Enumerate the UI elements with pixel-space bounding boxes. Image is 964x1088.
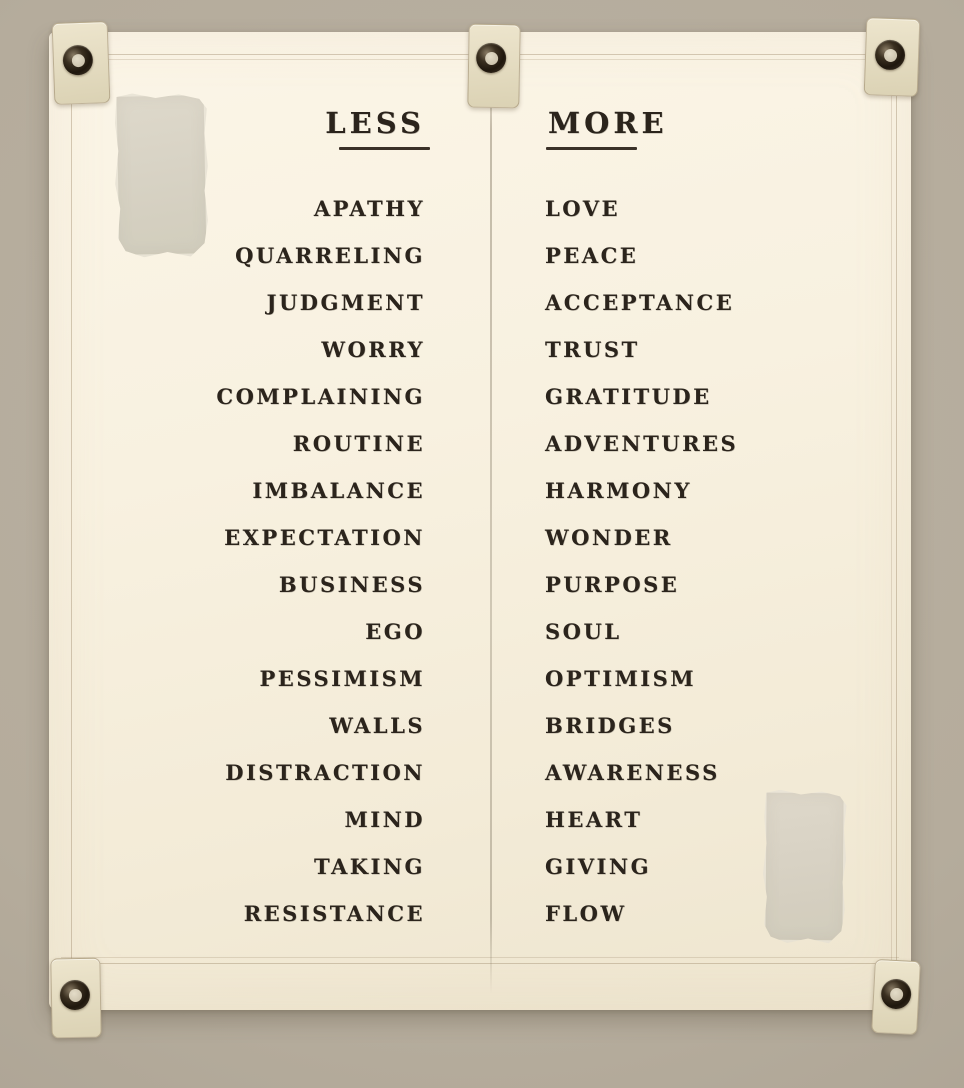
more-word: HEART [545, 807, 643, 832]
more-word: WONDER [545, 525, 673, 550]
grommet-tab-bottom-right [871, 959, 921, 1035]
more-word: AWARENESS [545, 760, 720, 785]
more-word: ACCEPTANCE [545, 290, 735, 315]
more-word: SOUL [545, 619, 622, 644]
more-word: TRUST [545, 337, 640, 362]
header-underline-less [339, 147, 430, 150]
word-pair-row [49, 702, 911, 749]
grommet-tab-top-right [864, 17, 921, 97]
grommet-eyelet-icon [60, 980, 91, 1011]
word-pair-row [49, 185, 911, 232]
word-pair-row [49, 843, 911, 890]
border-stitch-bottom-2 [61, 957, 899, 958]
column-header-less: LESS [325, 106, 425, 140]
word-pair-row [49, 561, 911, 608]
more-word: PURPOSE [545, 572, 680, 597]
word-pair-list [49, 185, 911, 937]
grommet-tab-bottom-left [50, 958, 101, 1039]
less-word: TAKING [314, 854, 425, 879]
more-word: GIVING [545, 854, 652, 879]
less-word: PESSIMISM [259, 666, 425, 691]
more-word: ADVENTURES [545, 431, 739, 456]
word-pair-row [49, 655, 911, 702]
grommet-tab-top-center [467, 24, 520, 109]
grommet-hole [68, 988, 81, 1001]
more-word: BRIDGES [545, 713, 675, 738]
less-word: QUARRELING [235, 243, 425, 268]
word-pair-row [49, 608, 911, 655]
more-word: FLOW [545, 901, 627, 926]
word-pair-row [49, 326, 911, 373]
grommet-eyelet-icon [476, 43, 507, 74]
less-word: WALLS [329, 713, 425, 738]
less-word: DISTRACTION [225, 760, 425, 785]
less-word: EXPECTATION [224, 525, 425, 550]
word-pair-row [49, 467, 911, 514]
word-pair-row [49, 232, 911, 279]
less-word: IMBALANCE [252, 478, 425, 503]
grommet-eyelet-icon [62, 45, 93, 76]
more-word: LOVE [545, 196, 620, 221]
more-word: PEACE [545, 243, 639, 268]
less-word: RESISTANCE [243, 901, 425, 926]
word-pair-row [49, 420, 911, 467]
word-pair-row [49, 890, 911, 937]
word-pair-row [49, 279, 911, 326]
less-word: APATHY [313, 196, 425, 221]
column-header-more: MORE [548, 106, 668, 140]
less-word: ROUTINE [292, 431, 425, 456]
grommet-eyelet-icon [880, 978, 912, 1010]
grommet-hole [889, 987, 903, 1001]
less-word: MIND [344, 807, 425, 832]
less-word: JUDGMENT [266, 290, 425, 315]
border-stitch-bottom [61, 963, 899, 964]
word-pair-row [49, 749, 911, 796]
grommet-hole [71, 53, 84, 66]
less-word: COMPLAINING [216, 384, 425, 409]
grommet-eyelet-icon [875, 39, 906, 70]
header-underline-more [546, 147, 637, 150]
grommet-hole [883, 48, 896, 61]
canvas-banner [49, 32, 911, 1010]
less-word: WORRY [321, 337, 425, 362]
grommet-hole [485, 51, 498, 64]
less-word: EGO [365, 619, 425, 644]
grommet-tab-top-left [52, 21, 111, 105]
less-word: BUSINESS [278, 572, 425, 597]
word-pair-row [49, 373, 911, 420]
more-word: GRATITUDE [545, 384, 712, 409]
more-word: OPTIMISM [545, 666, 697, 691]
more-word: HARMONY [545, 478, 692, 503]
word-pair-row [49, 796, 911, 843]
word-pair-row [49, 514, 911, 561]
